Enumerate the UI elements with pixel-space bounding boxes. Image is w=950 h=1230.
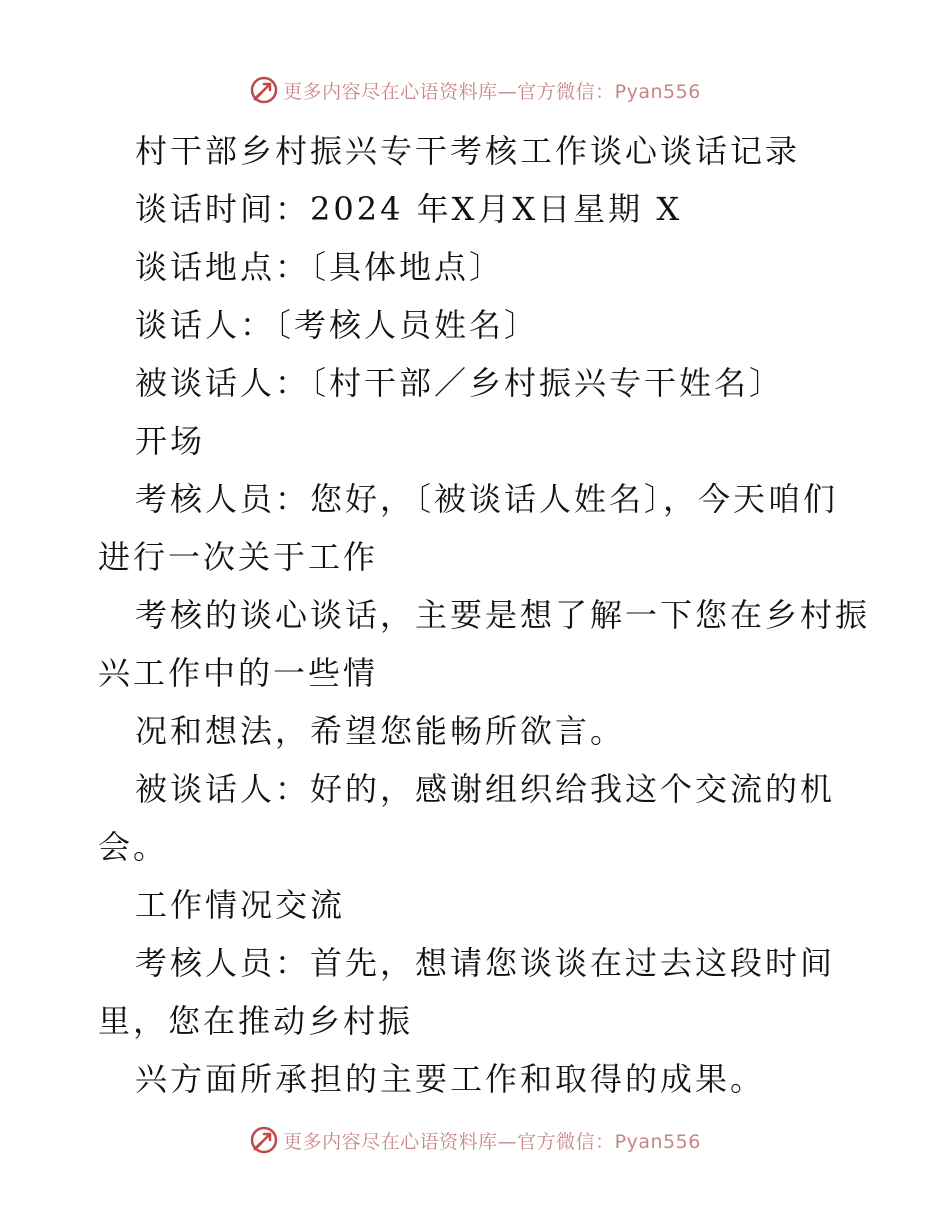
text-line: 兴方面所承担的主要工作和取得的成果。 — [135, 1060, 766, 1098]
text-line: 被谈话人：〔村干部／乡村振兴专干姓名〕 — [135, 364, 785, 402]
text-line: 谈话人：〔考核人员姓名〕 — [135, 306, 540, 344]
section-heading: 开场 — [135, 422, 206, 460]
text-line: 里，您在推动乡村振 — [98, 1002, 414, 1040]
logo-icon — [249, 75, 279, 105]
text-line: 考核人员：您好，〔被谈话人姓名〕，今天咱们 — [135, 480, 839, 518]
text-line: 会。 — [98, 828, 169, 866]
text-line: 考核人员：首先，想请您谈谈在过去这段时间 — [135, 944, 836, 982]
text-line: 进行一次关于工作 — [98, 538, 379, 576]
document-title: 村干部乡村振兴专干考核工作谈心谈话记录 — [135, 132, 801, 170]
document-body — [98, 122, 871, 1108]
header-watermark — [0, 70, 950, 110]
footer-watermark — [0, 1120, 950, 1160]
text-line: 谈话地点：〔具体地点〕 — [135, 248, 505, 286]
watermark-text: 更多内容尽在心语资料库—官方微信：Pyan556 — [283, 80, 701, 103]
text-line: 谈话时间：2024 年X月X日星期 X — [135, 190, 683, 228]
text-line: 考核的谈心谈话，主要是想了解一下您在乡村振 — [135, 596, 871, 634]
watermark-text: 更多内容尽在心语资料库—官方微信：Pyan556 — [283, 1130, 701, 1153]
text-line: 况和想法，希望您能畅所欲言。 — [135, 712, 626, 750]
logo-icon — [249, 1125, 279, 1155]
text-line: 被谈话人：好的，感谢组织给我这个交流的机 — [135, 770, 836, 808]
text-line: 兴工作中的一些情 — [98, 654, 379, 692]
section-heading: 工作情况交流 — [135, 886, 346, 924]
